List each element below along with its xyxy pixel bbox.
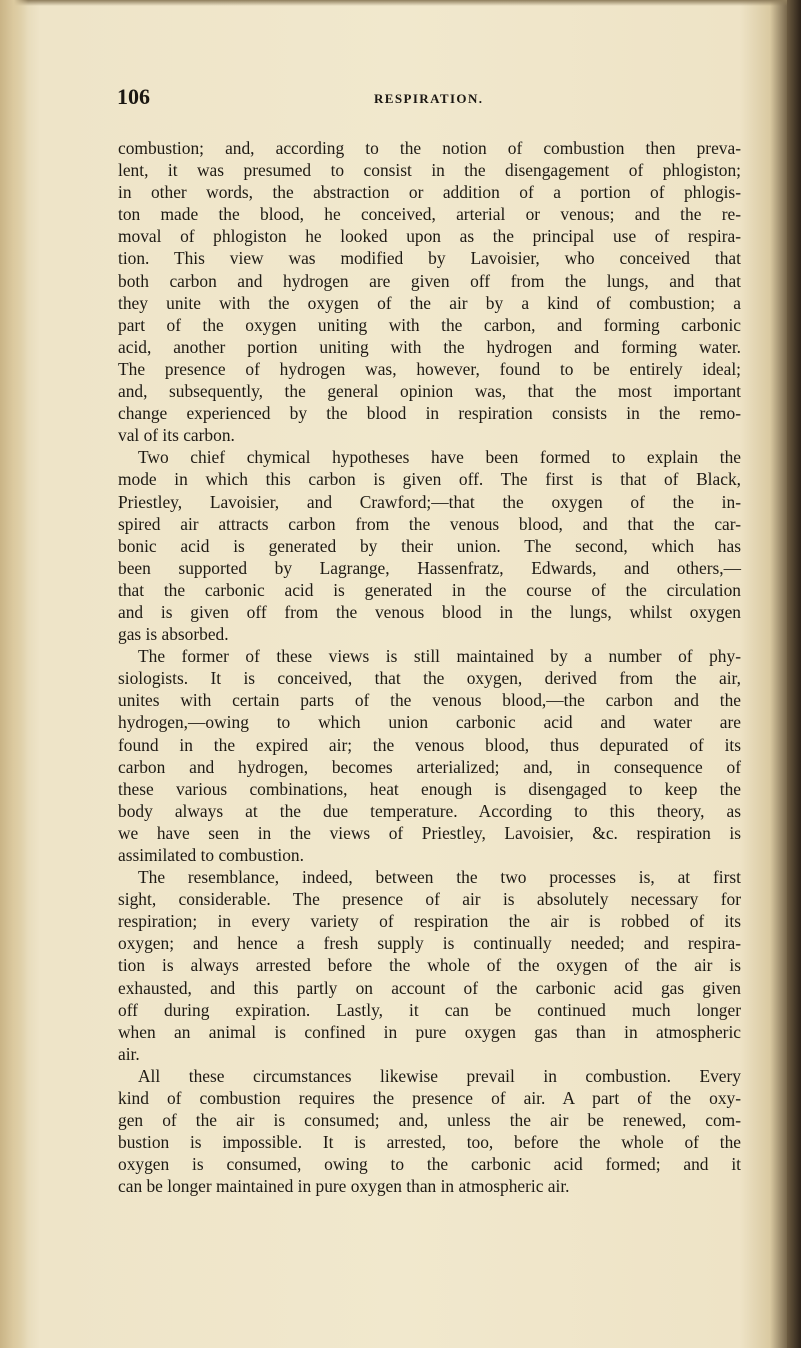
text-line: The resemblance, indeed, between the two processes is, at first	[138, 867, 741, 888]
page-top-shadow	[0, 0, 801, 6]
text-line: moval of phlogiston he looked upon as the principal use of respira-	[118, 226, 741, 247]
text-line: body always at the due temperature. According to this theory, as	[118, 800, 741, 821]
text-line: bonic acid is generated by their union. The second, which has	[118, 535, 741, 556]
book-binding-edge	[787, 0, 801, 1348]
text-line: hydrogen,—owing to which union carbonic acid and water are	[118, 712, 741, 733]
text-line: change experienced by the blood in respiration consists in the remo-	[118, 403, 741, 424]
text-line: ton made the blood, he conceived, arterial or venous; and the re-	[118, 204, 741, 225]
text-line: carbon and hydrogen, becomes arterialized; and, in consequence of	[118, 756, 741, 777]
text-line: val of its carbon.	[118, 425, 235, 446]
text-line: All these circumstances likewise prevail in combustion. Every	[138, 1065, 741, 1086]
text-line: we have seen in the views of Priestley, Lavoisier, &c. respiration is	[118, 822, 741, 843]
text-line: they unite with the oxygen of the air by a kind of combustion; a	[118, 292, 741, 313]
body-text	[118, 137, 741, 1198]
text-line: tion. This view was modified by Lavoisier, who conceived that	[118, 248, 741, 269]
text-line: unites with certain parts of the venous blood,—the carbon and the	[118, 690, 741, 711]
text-line: found in the expired air; the venous blood, thus depurated of its	[118, 734, 741, 755]
text-line: bustion is impossible. It is arrested, too, before the whole of the	[118, 1132, 741, 1153]
text-line: exhausted, and this partly on account of the carbonic acid gas given	[118, 977, 741, 998]
text-line: gen of the air is consumed; and, unless the air be renewed, com-	[118, 1110, 741, 1131]
text-line: gas is absorbed.	[118, 624, 229, 645]
text-line: off during expiration. Lastly, it can be continued much longer	[118, 999, 741, 1020]
text-line: and is given off from the venous blood in the lungs, whilst oxygen	[118, 601, 741, 622]
text-line: can be longer maintained in pure oxygen than in atmospheric air.	[118, 1176, 570, 1197]
text-line: mode in which this carbon is given off. The first is that of Black,	[118, 469, 741, 490]
text-line: in other words, the abstraction or addition of a portion of phlogis-	[118, 182, 741, 203]
text-line: The presence of hydrogen was, however, found to be entirely ideal;	[118, 358, 741, 379]
text-line: that the carbonic acid is generated in the course of the circulation	[118, 579, 741, 600]
text-line: siologists. It is conceived, that the oxygen, derived from the air,	[118, 668, 741, 689]
text-line: tion is always arrested before the whole of the oxygen of the air is	[118, 955, 741, 976]
text-line: assimilated to combustion.	[118, 845, 304, 865]
text-line: combustion; and, according to the notion of combustion then preva-	[118, 138, 741, 158]
text-line: these various combinations, heat enough is disengaged to keep the	[118, 778, 741, 799]
text-line: spired air attracts carbon from the venous blood, and that the car-	[118, 513, 741, 534]
text-line: oxygen is consumed, owing to the carbonic acid formed; and it	[118, 1154, 741, 1175]
text-line: acid, another portion uniting with the hydrogen and forming water.	[118, 336, 741, 357]
text-line: and, subsequently, the general opinion was, that the most important	[118, 381, 741, 402]
text-line: Two chief chymical hypotheses have been formed to explain the	[138, 447, 741, 468]
page-gutter-shadow	[0, 0, 28, 1348]
text-line: part of the oxygen uniting with the carbon, and forming carbonic	[118, 314, 741, 335]
text-line: oxygen; and hence a fresh supply is continually needed; and respira-	[118, 933, 741, 954]
text-line: kind of combustion requires the presence of air. A part of the oxy-	[118, 1088, 741, 1109]
text-line: been supported by Lagrange, Hassenfratz, Edwards, and others,—	[118, 557, 741, 578]
text-line: Priestley, Lavoisier, and Crawford;—that the oxygen of the in-	[118, 491, 741, 512]
text-line: The former of these views is still maintained by a number of phy-	[138, 646, 741, 667]
text-line: both carbon and hydrogen are given off from the lungs, and that	[118, 270, 741, 291]
page-number: 106	[117, 84, 150, 109]
text-line: when an animal is confined in pure oxygen gas than in atmospheric	[118, 1021, 741, 1042]
text-line: sight, considerable. The presence of air is absolutely necessary for	[118, 889, 741, 910]
running-head: RESPIRATION.	[374, 91, 484, 106]
text-line: lent, it was presumed to consist in the disengagement of phlogiston;	[118, 160, 741, 181]
text-line: respiration; in every variety of respiration the air is robbed of its	[118, 911, 741, 932]
text-line: air.	[118, 1043, 140, 1064]
